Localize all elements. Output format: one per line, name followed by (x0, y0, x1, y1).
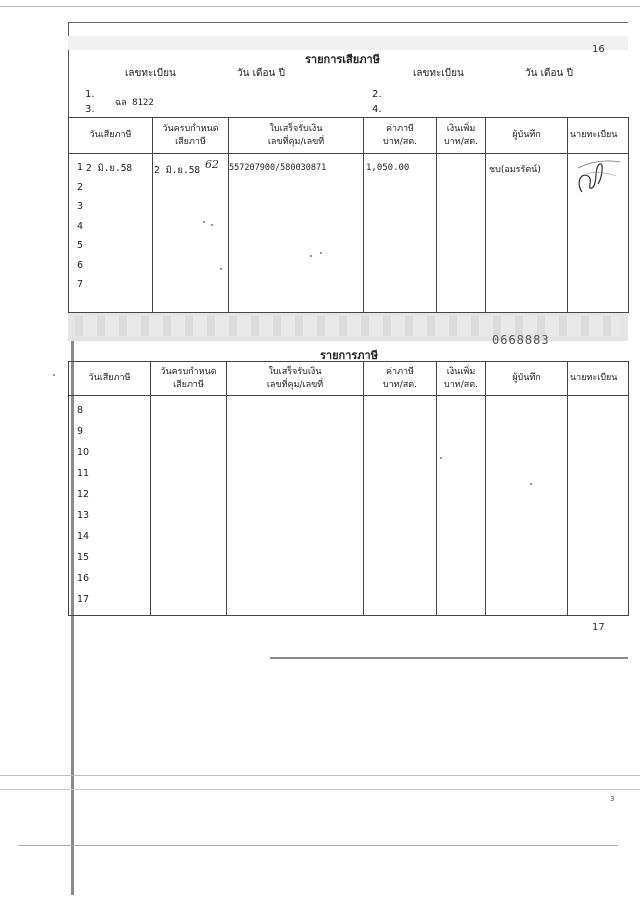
entry-recorder: ชบ(อมรรัตน์) (489, 165, 541, 175)
scan-line-1 (0, 775, 640, 776)
fold-line (270, 657, 628, 659)
col-tax-date (69, 154, 153, 313)
row-number: 9 (77, 426, 84, 437)
header-recorder: ผู้บันทึก (486, 118, 568, 154)
row-number: 14 (77, 531, 90, 542)
scan-speck (53, 374, 55, 376)
section-title-tax-record: รายการเสียภาษี (305, 53, 380, 66)
frame-top-line (68, 22, 628, 23)
page-number-top: 16 (592, 44, 605, 55)
row-number: 4 (77, 220, 84, 232)
scan-speck (440, 457, 442, 459)
section-title-tax-items: รายการภาษี (320, 349, 378, 362)
row-number: 16 (77, 573, 90, 584)
registrar-signature (568, 154, 628, 194)
serial-number: 0668883 (492, 333, 550, 347)
col-registrar (568, 154, 629, 313)
header-tax-amount: ค่าภาษี บาท/สต. (364, 362, 437, 396)
scan-speck (530, 483, 532, 485)
row-number: 7 (77, 279, 84, 290)
scan-speck (320, 252, 322, 254)
entry-due-date: 2 มิ.ย.58 (154, 165, 201, 176)
row-number: 17 (77, 594, 90, 605)
plate-row-4-num: 4. (372, 104, 382, 115)
registration-label: เลขทะเบียน (125, 68, 176, 79)
watermark-band-top (68, 36, 628, 50)
row-number: 12 (77, 489, 90, 500)
header-registrar: นายทะเบียน (568, 118, 629, 154)
col-receipt (227, 396, 364, 616)
row-number: 1 (77, 162, 84, 173)
date-label-right: วัน เดือน ปี (525, 68, 573, 79)
row-number: 15 (77, 552, 90, 563)
col-due-date (153, 154, 229, 313)
header-tax-amount: ค่าภาษี บาท/สต. (364, 118, 437, 154)
scan-speck (220, 268, 222, 270)
scan-line-3 (18, 845, 618, 846)
header-tax-date: วันเสียภาษี (69, 118, 153, 154)
scan-speck (211, 224, 213, 226)
header-recorder: ผู้บันทึก (486, 362, 568, 396)
scan-speck (203, 221, 205, 223)
row-number: 6 (77, 259, 84, 271)
col-surcharge (437, 154, 486, 313)
header-due-date: วันครบกำหนด เสียภาษี (151, 362, 227, 396)
col-due-date (151, 396, 227, 616)
registration-label-right: เลขทะเบียน (413, 68, 464, 79)
header-tax-date: วันเสียภาษี (69, 362, 151, 396)
plate-number: ฉล 8122 (115, 98, 154, 108)
col-receipt (229, 154, 364, 313)
plate-row-2-num: 2. (372, 89, 382, 100)
header-receipt: ใบเสร็จรับเงิน เลขที่คุม/เลขที่ (229, 118, 364, 154)
date-label: วัน เดือน ปี (237, 68, 285, 79)
header-registrar: นายทะเบียน (568, 362, 629, 396)
header-due-date: วันครบกำหนด เสียภาษี (153, 118, 229, 154)
row-number: 10 (77, 447, 90, 458)
entry-tax-date: 2 มิ.ย.58 (86, 163, 133, 174)
tax-payment-table (68, 117, 629, 313)
entry-amount: 1,050.00 (366, 163, 410, 173)
col-surcharge (437, 396, 486, 616)
row-number: 3 (77, 201, 84, 212)
page-number-bottom: 17 (592, 622, 605, 633)
col-recorder (486, 154, 568, 313)
plate-row-3-num: 3. (85, 104, 95, 115)
col-tax-date (69, 396, 151, 616)
scan-edge-top (0, 6, 640, 7)
col-tax-amount (364, 154, 437, 313)
row-number: 8 (77, 405, 84, 416)
tax-items-table (68, 361, 629, 616)
plate-row-1-num: 1. (85, 89, 95, 100)
footer-mark: 3 (610, 795, 615, 803)
row-number: 11 (77, 468, 90, 479)
row-number: 5 (77, 240, 84, 251)
col-recorder (486, 396, 568, 616)
header-surcharge: เงินเพิ่ม บาท/สต. (437, 362, 486, 396)
col-tax-amount (364, 396, 437, 616)
row-number: 13 (77, 510, 90, 521)
scan-speck (310, 255, 312, 257)
scan-line-2 (0, 789, 640, 790)
header-surcharge: เงินเพิ่ม บาท/สต. (437, 118, 486, 154)
entry-due-handwritten: 62 (205, 158, 219, 171)
entry-receipt: 557207900/580030871 (229, 163, 327, 173)
header-receipt: ใบเสร็จรับเงิน เลขที่คุม/เลขที่ (227, 362, 364, 396)
col-registrar (568, 396, 629, 616)
row-number: 2 (77, 181, 84, 193)
